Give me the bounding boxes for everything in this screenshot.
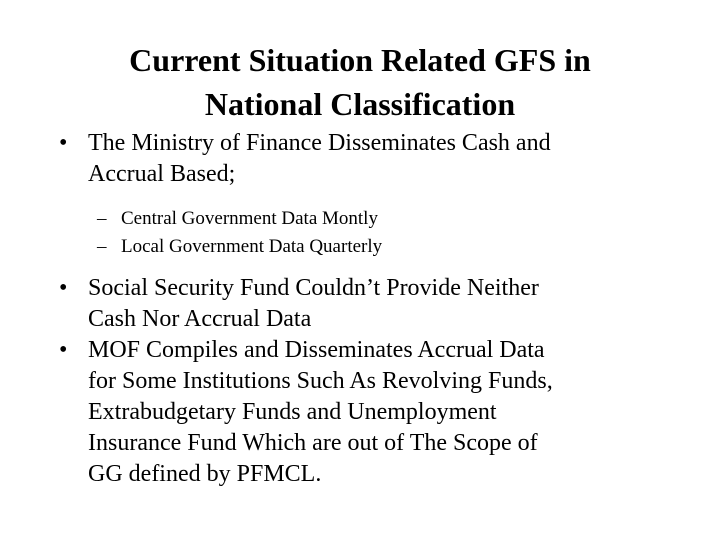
bullet-3-line-3: Extrabudgetary Funds and Unemployment	[88, 399, 497, 425]
bullet-1-line-1: The Ministry of Finance Disseminates Cash and	[88, 130, 551, 156]
bullet-3-line-5: GG defined by PFMCL.	[88, 461, 322, 487]
bullet-3-line-2: for Some Institutions Such As Revolving Funds,	[88, 368, 553, 394]
sub-bullet-1-text: Central Government Data Montly	[121, 208, 378, 229]
bullet-item-1	[0, 128, 708, 190]
sub-bullet-item-2	[0, 233, 681, 261]
bullet-item-3	[0, 335, 708, 490]
sub-bullet-list	[0, 205, 720, 261]
bullet-marker: •	[59, 130, 68, 156]
bullet-marker: •	[59, 275, 68, 301]
slide-title-line-2: National Classification	[204, 86, 516, 122]
bullet-1-line-2: Accrual Based;	[88, 161, 236, 187]
dash-marker: –	[97, 236, 107, 257]
bullet-3-line-1: MOF Compiles and Disseminates Accrual Data	[88, 337, 545, 363]
bullet-2-line-2: Cash Nor Accrual Data	[88, 306, 312, 332]
sub-bullet-2-text: Local Government Data Quarterly	[121, 236, 383, 257]
bullet-2-line-1: Social Security Fund Couldn’t Provide Neither	[88, 275, 539, 301]
bullet-marker: •	[59, 337, 68, 363]
bullet-item-2	[0, 273, 708, 335]
slide-body	[0, 128, 720, 490]
slide-title	[0, 38, 720, 126]
bullet-3-line-4: Insurance Fund Which are out of The Scope of	[88, 430, 538, 456]
slide-title-line-1: Current Situation Related GFS in	[129, 42, 591, 78]
dash-marker: –	[97, 208, 107, 229]
sub-bullet-item-1	[0, 205, 681, 233]
